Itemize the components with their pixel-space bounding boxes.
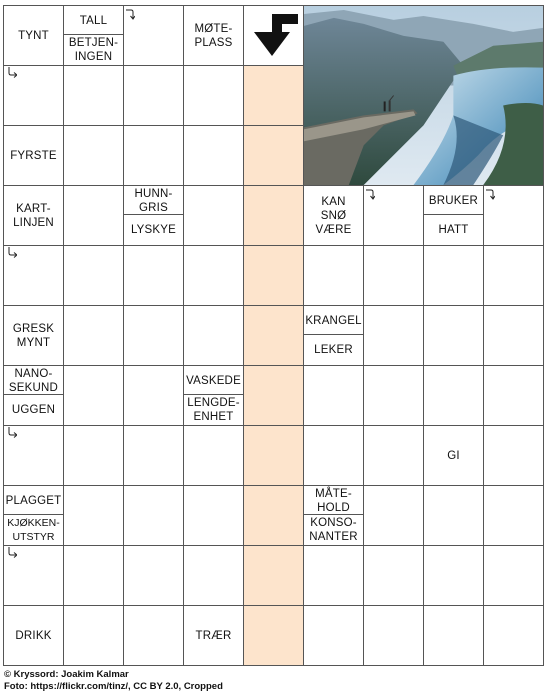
grid-cell[interactable]	[123, 485, 184, 546]
grid-cell[interactable]	[63, 185, 124, 246]
arrow-down-right-icon	[7, 427, 17, 439]
grid-cell[interactable]	[3, 425, 64, 486]
arrow-down-right-icon	[7, 547, 17, 559]
solution-cell[interactable]	[243, 485, 304, 546]
clue-text: GI	[447, 449, 460, 462]
clue-text: PLAGGET	[5, 494, 62, 507]
clue-cell	[3, 185, 64, 246]
grid-cell[interactable]	[483, 245, 544, 306]
arrow-right-down-icon	[365, 188, 375, 200]
grid-cell[interactable]	[123, 245, 184, 306]
grid-cell[interactable]	[423, 365, 484, 426]
clue-cell	[3, 5, 64, 66]
clue-cell	[303, 485, 364, 546]
clue-cell	[63, 5, 124, 66]
grid-cell[interactable]	[63, 425, 124, 486]
grid-cell[interactable]	[63, 305, 124, 366]
clue-cell	[3, 485, 64, 546]
credit-author: © Kryssord: Joakim Kalmar	[4, 669, 129, 680]
clue-text: KART- LINJEN	[13, 202, 54, 229]
grid-cell[interactable]	[363, 485, 424, 546]
grid-cell[interactable]	[123, 365, 184, 426]
clue-cell	[423, 185, 484, 246]
solution-cell[interactable]	[243, 365, 304, 426]
grid-cell[interactable]	[3, 65, 64, 126]
grid-cell[interactable]	[3, 245, 64, 306]
grid-cell[interactable]	[423, 605, 484, 666]
grid-cell[interactable]	[363, 365, 424, 426]
grid-cell[interactable]	[483, 545, 544, 606]
grid-cell[interactable]	[303, 605, 364, 666]
grid-cell[interactable]	[63, 545, 124, 606]
clue-text: TRÆR	[195, 629, 232, 642]
solution-cell[interactable]	[243, 425, 304, 486]
clue-cell	[183, 5, 244, 66]
clue-cell	[123, 185, 184, 246]
clue-text: KRANGEL	[305, 314, 362, 327]
solution-cell[interactable]	[243, 245, 304, 306]
grid-cell[interactable]	[483, 605, 544, 666]
clue-cell	[3, 365, 64, 426]
grid-cell[interactable]	[183, 185, 244, 246]
clue-text: UGGEN	[4, 394, 63, 425]
clue-cell	[3, 125, 64, 186]
clue-cell	[303, 305, 364, 366]
grid-cell[interactable]	[363, 185, 424, 246]
grid-cell[interactable]	[183, 305, 244, 366]
grid-cell[interactable]	[363, 605, 424, 666]
grid-cell[interactable]	[183, 125, 244, 186]
clue-cell	[183, 365, 244, 426]
credits	[4, 669, 223, 693]
clue-text: NANO- SEKUND	[8, 367, 59, 394]
clue-text: MÅTE- HOLD	[315, 487, 352, 514]
arrow-right-down-icon	[125, 8, 135, 20]
grid-cell[interactable]	[63, 245, 124, 306]
grid-cell[interactable]	[183, 65, 244, 126]
clue-text: KONSO- NANTER	[304, 514, 363, 545]
grid-cell[interactable]	[183, 485, 244, 546]
grid-cell[interactable]	[483, 425, 544, 486]
clue-cell	[3, 305, 64, 366]
grid-cell[interactable]	[183, 425, 244, 486]
grid-cell[interactable]	[363, 545, 424, 606]
clue-text: LYSKYE	[124, 214, 183, 245]
solution-cell[interactable]	[243, 605, 304, 666]
clue-text: TALL	[79, 14, 108, 27]
clue-cell	[3, 605, 64, 666]
clue-text: VASKEDE	[186, 374, 241, 387]
grid-cell[interactable]	[423, 245, 484, 306]
clue-text: MØTE- PLASS	[194, 22, 233, 49]
grid-cell[interactable]	[303, 545, 364, 606]
grid-cell[interactable]	[123, 605, 184, 666]
fjord-cliff-photo	[303, 5, 544, 186]
grid-cell[interactable]	[363, 245, 424, 306]
grid-cell[interactable]	[483, 185, 544, 246]
grid-cell[interactable]	[423, 305, 484, 366]
arrow-down-right-icon	[7, 67, 17, 79]
clue-text: KJØKKEN- UTSTYR	[4, 514, 63, 545]
grid-cell[interactable]	[123, 5, 184, 66]
clue-text: BETJEN- INGEN	[64, 34, 123, 65]
grid-cell[interactable]	[183, 245, 244, 306]
clue-cell	[183, 605, 244, 666]
grid-cell[interactable]	[63, 485, 124, 546]
clue-cell	[303, 185, 364, 246]
start-arrow-icon	[250, 14, 298, 58]
grid-cell[interactable]	[303, 245, 364, 306]
grid-cell[interactable]	[483, 365, 544, 426]
grid-cell[interactable]	[183, 545, 244, 606]
clue-text: GRESK MYNT	[12, 322, 55, 349]
clue-text: TYNT	[18, 29, 49, 42]
clue-text: FYRSTE	[10, 149, 57, 162]
grid-cell[interactable]	[303, 365, 364, 426]
solution-cell[interactable]	[243, 305, 304, 366]
grid-cell[interactable]	[123, 65, 184, 126]
grid-cell[interactable]	[363, 425, 424, 486]
grid-cell[interactable]	[303, 425, 364, 486]
solution-cell[interactable]	[243, 545, 304, 606]
solution-cell[interactable]	[243, 65, 304, 126]
grid-cell[interactable]	[123, 125, 184, 186]
clue-text: LEKER	[304, 334, 363, 365]
grid-cell[interactable]	[123, 545, 184, 606]
clue-text: BRUKER	[428, 194, 479, 207]
grid-cell[interactable]	[3, 545, 64, 606]
grid-cell[interactable]	[483, 305, 544, 366]
grid-cell[interactable]	[123, 425, 184, 486]
grid-cell[interactable]	[423, 485, 484, 546]
grid-cell[interactable]	[423, 545, 484, 606]
crossword-grid	[4, 6, 544, 666]
solution-cell[interactable]	[243, 185, 304, 246]
start-cell	[243, 5, 304, 66]
arrow-down-right-icon	[7, 247, 17, 259]
grid-cell[interactable]	[123, 305, 184, 366]
grid-cell[interactable]	[483, 485, 544, 546]
grid-cell[interactable]	[363, 305, 424, 366]
solution-cell[interactable]	[243, 125, 304, 186]
clue-text: KAN SNØ VÆRE	[315, 195, 352, 236]
clue-text: HATT	[424, 214, 483, 245]
clue-text: DRIKK	[15, 629, 52, 642]
grid-cell[interactable]	[63, 125, 124, 186]
clue-cell	[423, 425, 484, 486]
clue-text: HUNN- GRIS	[134, 187, 173, 214]
grid-cell[interactable]	[63, 605, 124, 666]
credit-photo: Foto: https://flickr.com/tinz/, CC BY 2.0, Cropped	[4, 681, 223, 692]
arrow-right-down-icon	[485, 188, 495, 200]
clue-text: LENGDE- ENHET	[184, 394, 243, 425]
grid-cell[interactable]	[63, 65, 124, 126]
grid-cell[interactable]	[63, 365, 124, 426]
